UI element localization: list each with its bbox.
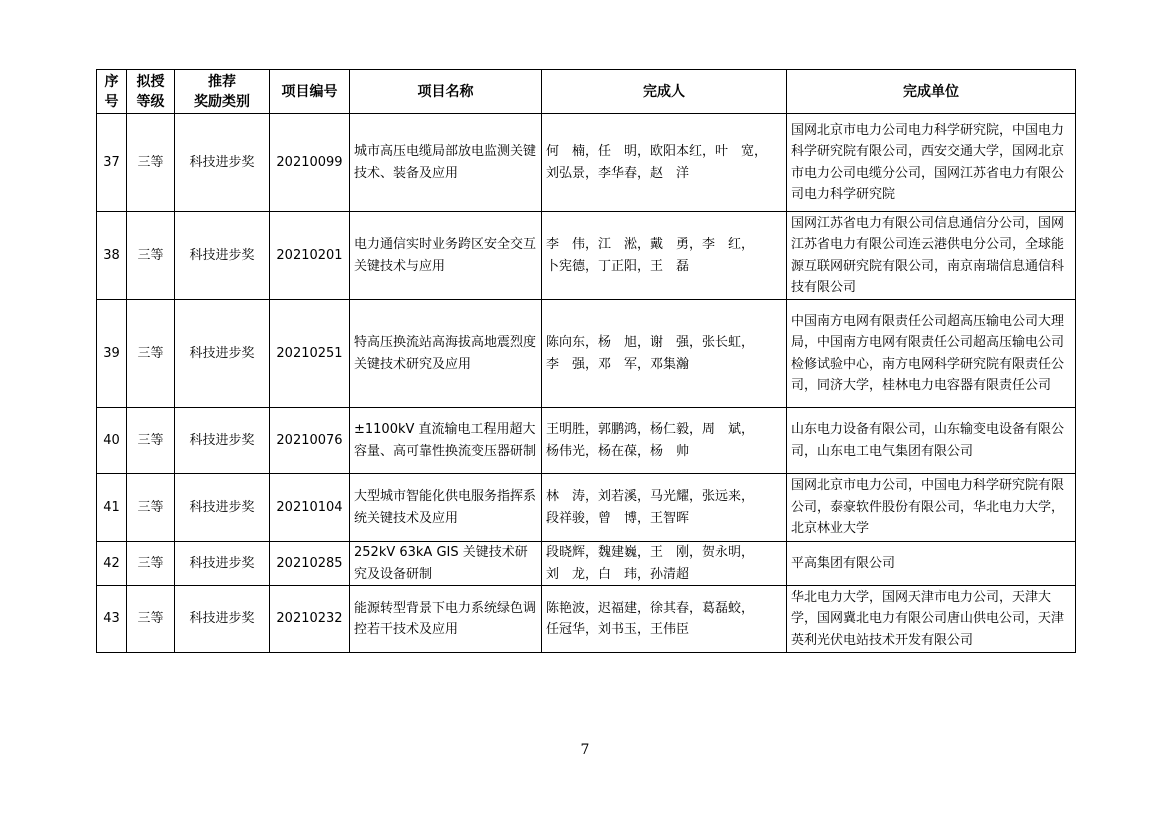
cell-seq: 41 <box>97 474 127 542</box>
table-row <box>97 114 1076 212</box>
cell-category: 科技进步奖 <box>175 300 270 408</box>
cell-grade: 三等 <box>127 114 175 212</box>
cell-category: 科技进步奖 <box>175 542 270 586</box>
table-row <box>97 212 1076 300</box>
cell-category: 科技进步奖 <box>175 586 270 653</box>
cell-project-no: 20210201 <box>270 212 350 300</box>
cell-project-name: 城市高压电缆局部放电监测关键技术、装备及应用 <box>350 114 542 212</box>
cell-units: 华北电力大学，国网天津市电力公司，天津大学，国网冀北电力有限公司唐山供电公司，天津英利光伏电站技术开发有限公司 <box>787 586 1076 653</box>
cell-project-name: 能源转型背景下电力系统绿色调控若干技术及应用 <box>350 586 542 653</box>
cell-grade: 三等 <box>127 212 175 300</box>
cell-category: 科技进步奖 <box>175 114 270 212</box>
cell-units: 国网北京市电力公司，中国电力科学研究院有限公司，泰豪软件股份有限公司，华北电力大学，北京林业大学 <box>787 474 1076 542</box>
cell-project-no: 20210251 <box>270 300 350 408</box>
header-seq: 序 号 <box>97 70 127 114</box>
header-grade: 拟授 等级 <box>127 70 175 114</box>
header-project-no: 项目编号 <box>270 70 350 114</box>
cell-seq: 43 <box>97 586 127 653</box>
cell-units: 国网江苏省电力有限公司信息通信分公司，国网江苏省电力有限公司连云港供电分公司，全球能源互联网研究院有限公司，南京南瑞信息通信科技有限公司 <box>787 212 1076 300</box>
cell-project-name: ±1100kV 直流输电工程用超大容量、高可靠性换流变压器研制 <box>350 408 542 474</box>
cell-units: 中国南方电网有限责任公司超高压输电公司大理局，中国南方电网有限责任公司超高压输电公司检修试验中心，南方电网科学研究院有限责任公司，同济大学，桂林电力电容器有限责任公司 <box>787 300 1076 408</box>
cell-units: 山东电力设备有限公司，山东输变电设备有限公司，山东电工电气集团有限公司 <box>787 408 1076 474</box>
table-row <box>97 408 1076 474</box>
cell-category: 科技进步奖 <box>175 212 270 300</box>
cell-project-no: 20210104 <box>270 474 350 542</box>
awards-table <box>96 69 1076 653</box>
header-units: 完成单位 <box>787 70 1076 114</box>
cell-project-name: 特高压换流站高海拔高地震烈度关键技术研究及应用 <box>350 300 542 408</box>
cell-completers: 陈艳波，迟福建，徐其春，葛磊蛟， 任冠华，刘书玉，王伟臣 <box>542 586 787 653</box>
cell-completers: 陈向东，杨 旭，谢 强，张长虹， 李 强，邓 军，邓集瀚 <box>542 300 787 408</box>
table-row <box>97 300 1076 408</box>
header-completers: 完成人 <box>542 70 787 114</box>
cell-project-name: 大型城市智能化供电服务指挥系统关键技术及应用 <box>350 474 542 542</box>
cell-seq: 42 <box>97 542 127 586</box>
cell-category: 科技进步奖 <box>175 474 270 542</box>
table-row <box>97 542 1076 586</box>
cell-project-no: 20210099 <box>270 114 350 212</box>
cell-project-no: 20210232 <box>270 586 350 653</box>
cell-grade: 三等 <box>127 474 175 542</box>
cell-project-no: 20210076 <box>270 408 350 474</box>
cell-grade: 三等 <box>127 586 175 653</box>
cell-grade: 三等 <box>127 408 175 474</box>
cell-completers: 林 涛，刘若溪，马光耀，张远来， 段祥骏，曾 博，王智晖 <box>542 474 787 542</box>
cell-seq: 37 <box>97 114 127 212</box>
cell-project-no: 20210285 <box>270 542 350 586</box>
cell-category: 科技进步奖 <box>175 408 270 474</box>
cell-units: 国网北京市电力公司电力科学研究院，中国电力科学研究院有限公司，西安交通大学，国网北京市电力公司电缆分公司，国网江苏省电力有限公司电力科学研究院 <box>787 114 1076 212</box>
table-header <box>97 70 1076 114</box>
cell-project-name: 252kV 63kA GIS 关键技术研究及设备研制 <box>350 542 542 586</box>
table-row <box>97 586 1076 653</box>
header-row <box>97 70 1076 114</box>
cell-seq: 40 <box>97 408 127 474</box>
cell-project-name: 电力通信实时业务跨区安全交互关键技术与应用 <box>350 212 542 300</box>
cell-completers: 李 伟，江 淞，戴 勇，李 红， 卜宪德，丁正阳，王 磊 <box>542 212 787 300</box>
cell-grade: 三等 <box>127 542 175 586</box>
cell-seq: 39 <box>97 300 127 408</box>
cell-completers: 何 楠，任 明，欧阳本红，叶 宽， 刘弘景，李华春，赵 洋 <box>542 114 787 212</box>
cell-units: 平高集团有限公司 <box>787 542 1076 586</box>
cell-completers: 王明胜，郭鹏鸿，杨仁毅，周 斌， 杨伟光，杨在葆，杨 帅 <box>542 408 787 474</box>
page-number: 7 <box>580 742 590 758</box>
cell-grade: 三等 <box>127 300 175 408</box>
table-body <box>97 114 1076 653</box>
cell-seq: 38 <box>97 212 127 300</box>
header-category: 推荐 奖励类别 <box>175 70 270 114</box>
cell-completers: 段晓辉，魏建巍，王 刚，贺永明， 刘 龙，白 玮，孙清超 <box>542 542 787 586</box>
header-project-name: 项目名称 <box>350 70 542 114</box>
table-row <box>97 474 1076 542</box>
